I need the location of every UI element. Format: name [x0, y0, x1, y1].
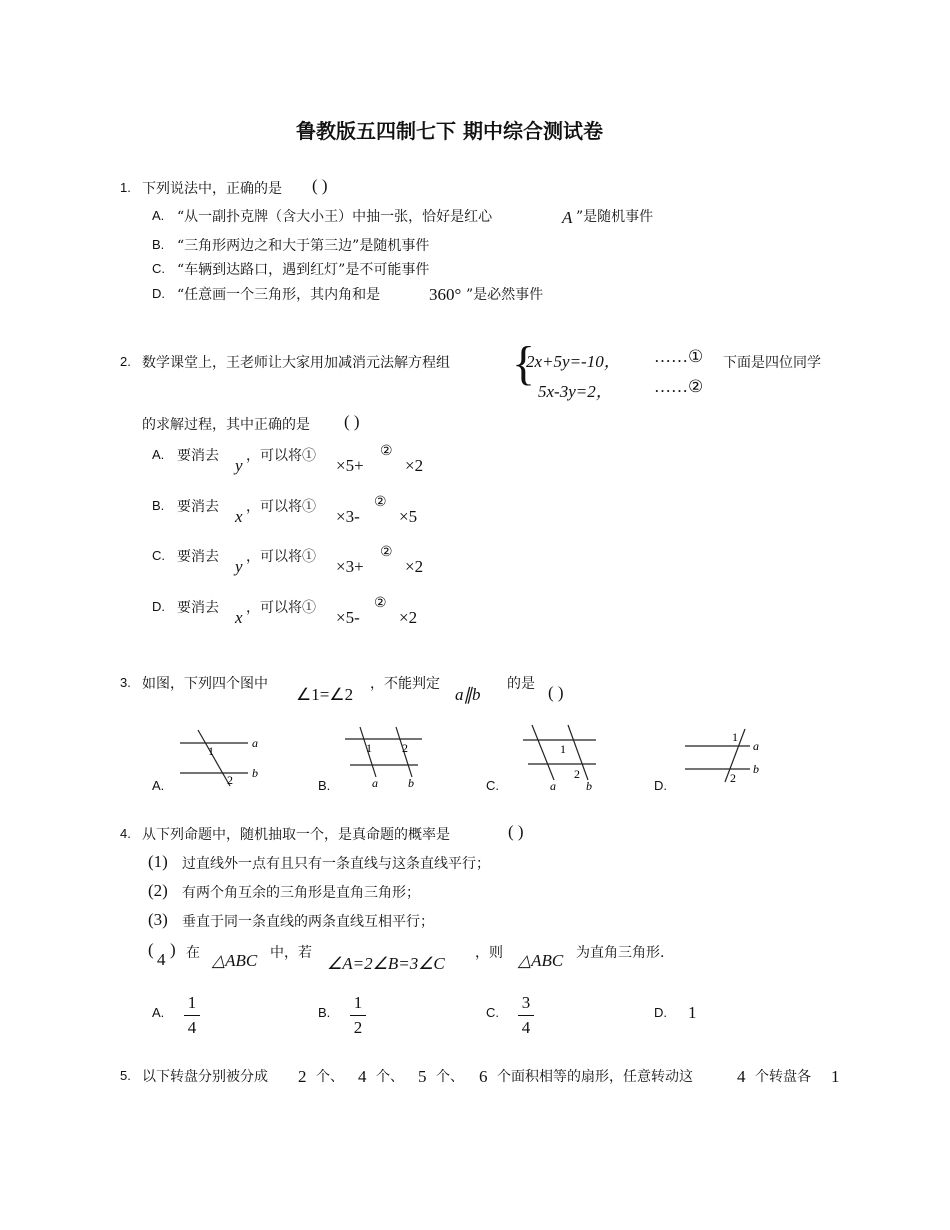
angle-2-label: 2: [730, 771, 736, 785]
line-b-label: b: [586, 779, 592, 792]
figure-b: [340, 725, 430, 791]
fraction-numerator: 1: [353, 993, 363, 1012]
option-label: D.: [152, 599, 165, 614]
option-label: B.: [318, 1005, 331, 1020]
math-variable: y: [235, 557, 243, 576]
fraction-numerator: 3: [521, 993, 531, 1012]
angle-2-label: 2: [402, 741, 408, 755]
option-label: C.: [152, 548, 165, 563]
proposition-text: 有两个角互余的三角形是直角三角形；: [182, 885, 420, 901]
proposition-text: 为直角三角形.: [576, 945, 665, 961]
option-text: “任意画一个三角形，其内角和是: [177, 287, 381, 303]
math-op: ×5-: [336, 608, 360, 627]
option-text: 要消去: [177, 549, 219, 565]
equation-brace: {: [512, 337, 536, 390]
figure-label: A.: [152, 778, 165, 793]
question-stem: 从下列命题中，随机抽取一个，是真命题的概率是: [142, 827, 450, 843]
angle-1-label: 1: [560, 742, 566, 756]
question-stem: 个、: [376, 1069, 404, 1085]
figure-label: B.: [318, 778, 331, 793]
fraction-bar: [350, 1015, 366, 1016]
fraction-numerator: 1: [187, 993, 197, 1012]
option-label: B.: [152, 237, 165, 252]
option-text: ，可以将①: [246, 600, 316, 616]
question-stem-tail: 下面是四位同学: [723, 355, 821, 371]
math-variable: A: [562, 208, 573, 227]
equation-2-mark: ……②: [654, 377, 704, 396]
math-op: ×3+: [336, 557, 364, 576]
math-condition: ∠A=2∠B=3∠C: [327, 954, 445, 973]
line-b-label: b: [753, 762, 759, 776]
math-op: ×3-: [336, 507, 360, 526]
option-text: 要消去: [177, 600, 219, 616]
proposition-text: 在: [186, 945, 200, 961]
option-label: C.: [486, 1005, 499, 1020]
circled-number: ②: [374, 494, 387, 510]
fraction-bar: [518, 1015, 534, 1016]
math-op: ×2: [405, 456, 424, 475]
proposition-paren: ): [170, 940, 176, 959]
line-b-label: b: [408, 776, 414, 790]
option-text: “三角形两边之和大于第三边”是随机事件: [177, 238, 430, 254]
line-a-label: a: [550, 779, 556, 792]
proposition-number: (3): [148, 910, 168, 929]
math-variable: y: [235, 456, 243, 475]
proposition-paren: (: [148, 940, 154, 959]
option-text: 要消去: [177, 448, 219, 464]
answer-paren: ( ): [344, 412, 360, 431]
math-op: ×2: [399, 608, 418, 627]
math-op: ×2: [405, 557, 424, 576]
fraction: [184, 993, 200, 1038]
fraction-bar: [184, 1015, 200, 1016]
angle-2-label: 2: [574, 767, 580, 781]
question-stem: 个面积相等的扇形，任意转动这: [497, 1069, 693, 1085]
figure-c: [518, 722, 603, 792]
question-stem: 个、: [316, 1069, 344, 1085]
math-value: 2: [298, 1067, 307, 1086]
option-label: B.: [152, 498, 165, 513]
option-text: ，可以将①: [246, 549, 316, 565]
question-stem: 的是: [507, 676, 535, 692]
option-text: ，可以将①: [246, 499, 316, 515]
question-number: 3.: [120, 675, 131, 690]
math-op: ×5+: [336, 456, 364, 475]
proposition-text: 垂直于同一条直线的两条直线互相平行；: [182, 914, 434, 930]
fraction-denominator: 4: [187, 1018, 197, 1037]
figure-label: D.: [654, 778, 667, 793]
equation-1-mark: ……①: [654, 347, 704, 366]
fraction-denominator: 2: [353, 1018, 363, 1037]
circled-number: ②: [380, 544, 393, 560]
math-triangle: △ABC: [518, 951, 564, 970]
question-stem: ，不能判定: [370, 676, 440, 692]
question-number: 4.: [120, 826, 131, 841]
question-stem: 如图，下列四个图中: [142, 676, 268, 692]
figure-label: C.: [486, 778, 499, 793]
proposition-number: (1): [148, 852, 168, 871]
circled-number: ②: [380, 443, 393, 459]
angle-1-label: 1: [208, 744, 214, 758]
angle-1-label: 1: [732, 730, 738, 744]
page-title: 鲁教版五四制七下 期中综合测试卷: [296, 119, 603, 143]
question-number: 5.: [120, 1068, 131, 1083]
question-stem: 下列说法中，正确的是: [142, 181, 282, 197]
option-text: “从一副扑克牌（含大小王）中抽一张，恰好是红心: [177, 209, 493, 225]
proposition-text: 过直线外一点有且只有一条直线与这条直线平行；: [182, 856, 490, 872]
math-value: 1: [831, 1067, 840, 1086]
math-variable: x: [235, 507, 243, 526]
equation-1: 2x+5y=-10，: [526, 352, 621, 371]
fraction: [350, 993, 366, 1038]
option-label: D.: [654, 1005, 667, 1020]
math-value: 4: [737, 1067, 746, 1086]
answer-paren: ( ): [548, 683, 564, 702]
answer-paren: ( ): [312, 176, 328, 195]
question-stem: 个、: [436, 1069, 464, 1085]
question-stem: 的求解过程，其中正确的是: [142, 417, 310, 433]
math-value: 4: [358, 1067, 367, 1086]
line-a-label: a: [252, 736, 258, 750]
line-a-label: a: [753, 739, 759, 753]
proposition-number: (2): [148, 881, 168, 900]
question-number: 2.: [120, 354, 131, 369]
option-text: “车辆到达路口，遇到红灯”是不可能事件: [177, 262, 430, 278]
figure-a: [170, 728, 265, 790]
math-condition: ∠1=∠2: [296, 685, 354, 704]
math-value: 5: [418, 1067, 427, 1086]
option-text: ”是随机事件: [576, 209, 654, 225]
math-triangle: △ABC: [212, 951, 258, 970]
question-stem: 以下转盘分别被分成: [142, 1069, 268, 1085]
proposition-text: ，则: [475, 945, 503, 961]
option-text: 要消去: [177, 499, 219, 515]
line-a-label: a: [372, 776, 378, 790]
question-stem: 数学课堂上，王老师让大家用加减消元法解方程组: [142, 355, 450, 371]
math-relation: a∥b: [455, 685, 481, 704]
question-stem: 个转盘各: [755, 1069, 811, 1085]
option-text: ，可以将①: [246, 448, 316, 464]
circled-number: ②: [374, 595, 387, 611]
option-value: 1: [688, 1003, 697, 1022]
proposition-number: 4: [157, 950, 166, 969]
answer-paren: ( ): [508, 822, 524, 841]
angle-1-label: 1: [366, 741, 372, 755]
fraction-denominator: 4: [521, 1018, 531, 1037]
option-label: A.: [152, 447, 165, 462]
figure-d: [680, 726, 770, 786]
math-op: ×5: [399, 507, 418, 526]
fraction: [518, 993, 534, 1038]
option-label: D.: [152, 286, 165, 301]
math-variable: x: [235, 608, 243, 627]
option-label: A.: [152, 208, 165, 223]
question-number: 1.: [120, 180, 131, 195]
option-label: A.: [152, 1005, 165, 1020]
option-label: C.: [152, 261, 165, 276]
math-value: 360°: [429, 285, 462, 304]
line-b-label: b: [252, 766, 258, 780]
option-text: ”是必然事件: [466, 287, 544, 303]
proposition-text: 中，若: [270, 945, 312, 961]
angle-2-label: 2: [227, 773, 233, 787]
equation-2: 5x-3y=2，: [538, 382, 613, 401]
math-value: 6: [479, 1067, 488, 1086]
